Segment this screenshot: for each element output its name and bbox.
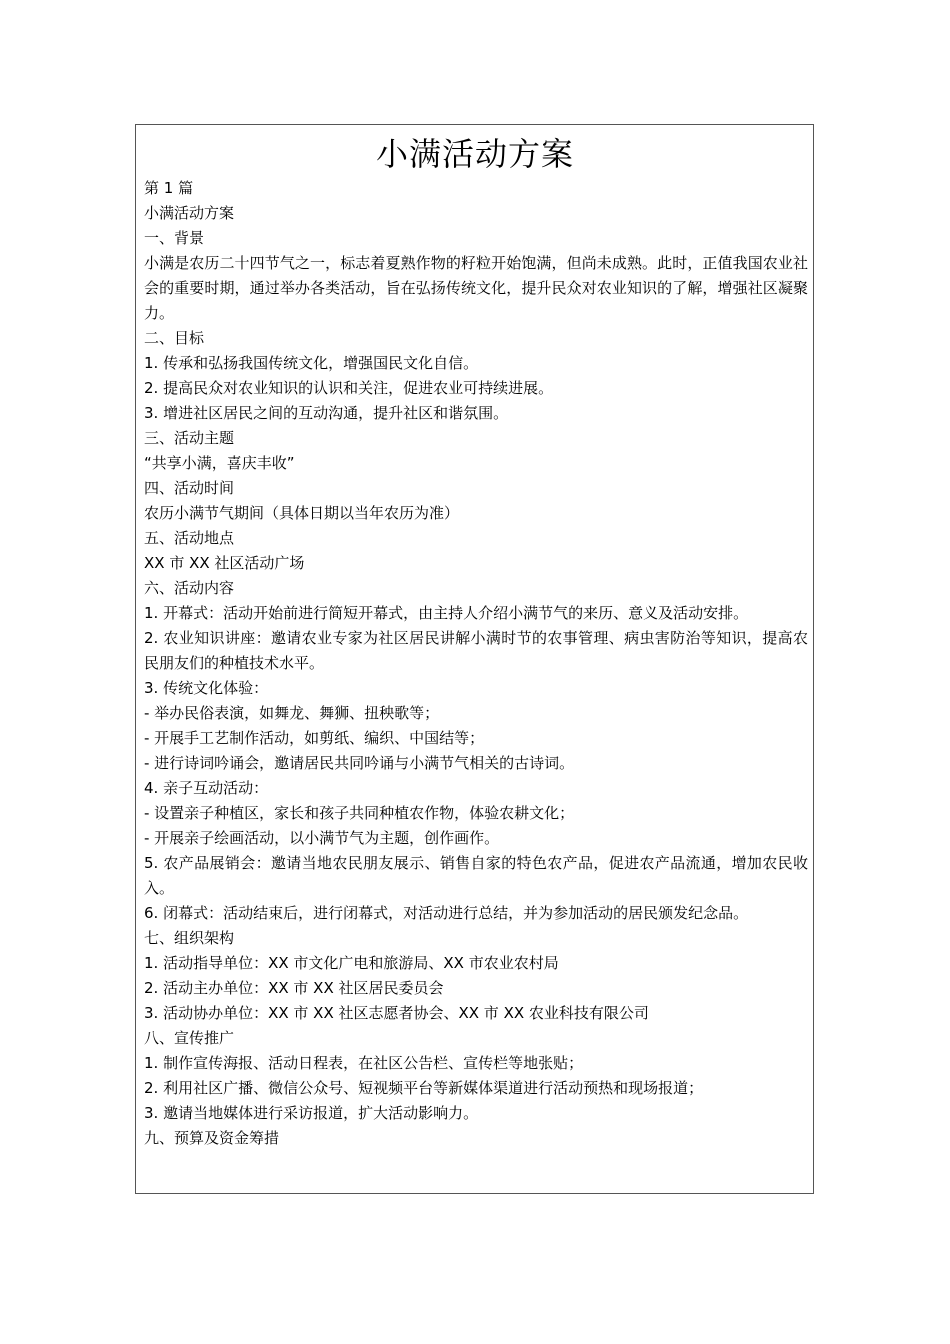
body-line: 九、预算及资金筹措 bbox=[144, 1129, 280, 1147]
body-line: XX 市 XX 社区活动广场 bbox=[144, 554, 305, 572]
body-line: 1. 制作宣传海报、活动日程表，在社区公告栏、宣传栏等地张贴； bbox=[144, 1054, 584, 1072]
body-paragraph: 小满是农历二十四节气之一，标志着夏熟作物的籽粒开始饱满，但尚未成熟。此时，正值我国农业社会的重要时期，通过举办各类活动，旨在弘扬传统文化，提升民众对农业知识的了解，增强社区凝聚力。 bbox=[144, 254, 808, 322]
body-line: 2. 活动主办单位：XX 市 XX 社区居民委员会 bbox=[144, 979, 444, 997]
body-paragraph: 2. 农业知识讲座：邀请农业专家为社区居民讲解小满时节的农事管理、病虫害防治等知识，提高农民朋友们的种植技术水平。 bbox=[144, 629, 808, 672]
document-title: 小满活动方案 bbox=[375, 135, 574, 173]
body-line: 七、组织架构 bbox=[144, 929, 235, 947]
body-line: - 开展手工艺制作活动，如剪纸、编织、中国结等； bbox=[144, 729, 485, 747]
document-body bbox=[144, 176, 808, 1151]
body-line: 第 1 篇 bbox=[144, 179, 194, 197]
body-line: 3. 活动协办单位：XX 市 XX 社区志愿者协会、XX 市 XX 农业科技有限公司 bbox=[144, 1004, 649, 1022]
body-line: 1. 活动指导单位：XX 市文化广电和旅游局、XX 市农业农村局 bbox=[144, 954, 559, 972]
body-line: 一、背景 bbox=[144, 229, 205, 247]
body-line: 五、活动地点 bbox=[144, 529, 235, 547]
body-line: 1. 传承和弘扬我国传统文化，增强国民文化自信。 bbox=[144, 354, 479, 372]
body-line: 二、目标 bbox=[144, 329, 205, 347]
body-line: “共享小满，喜庆丰收” bbox=[144, 454, 295, 472]
body-line: - 举办民俗表演，如舞龙、舞狮、扭秧歌等； bbox=[144, 704, 440, 722]
body-line: - 开展亲子绘画活动，以小满节气为主题，创作画作。 bbox=[144, 829, 500, 847]
body-line: 四、活动时间 bbox=[144, 479, 235, 497]
body-line: 3. 增进社区居民之间的互动沟通，提升社区和谐氛围。 bbox=[144, 404, 509, 422]
body-line: 农历小满节气期间（具体日期以当年农历为准） bbox=[144, 504, 460, 522]
body-line: 2. 提高民众对农业知识的认识和关注，促进农业可持续进展。 bbox=[144, 379, 554, 397]
body-line: 3. 邀请当地媒体进行采访报道，扩大活动影响力。 bbox=[144, 1104, 479, 1122]
body-paragraph: 5. 农产品展销会：邀请当地农民朋友展示、销售自家的特色农产品，促进农产品流通，增加农民收入。 bbox=[144, 854, 808, 897]
body-line: 3. 传统文化体验： bbox=[144, 679, 269, 697]
body-line: - 设置亲子种植区，家长和孩子共同种植农作物，体验农耕文化； bbox=[144, 804, 575, 822]
body-line: 4. 亲子互动活动： bbox=[144, 779, 269, 797]
body-paragraph: 1. 开幕式：活动开始前进行简短开幕式，由主持人介绍小满节气的来历、意义及活动安排。 bbox=[144, 604, 749, 622]
body-line: 小满活动方案 bbox=[144, 204, 235, 222]
body-line: 三、活动主题 bbox=[144, 429, 235, 447]
body-line: 2. 利用社区广播、微信公众号、短视频平台等新媒体渠道进行活动预热和现场报道； bbox=[144, 1079, 704, 1097]
body-line: 八、宣传推广 bbox=[144, 1029, 235, 1047]
body-line: - 进行诗词吟诵会，邀请居民共同吟诵与小满节气相关的古诗词。 bbox=[144, 754, 575, 772]
body-paragraph: 6. 闭幕式：活动结束后，进行闭幕式，对活动进行总结，并为参加活动的居民颁发纪念品。 bbox=[144, 904, 749, 922]
body-line: 六、活动内容 bbox=[144, 579, 235, 597]
